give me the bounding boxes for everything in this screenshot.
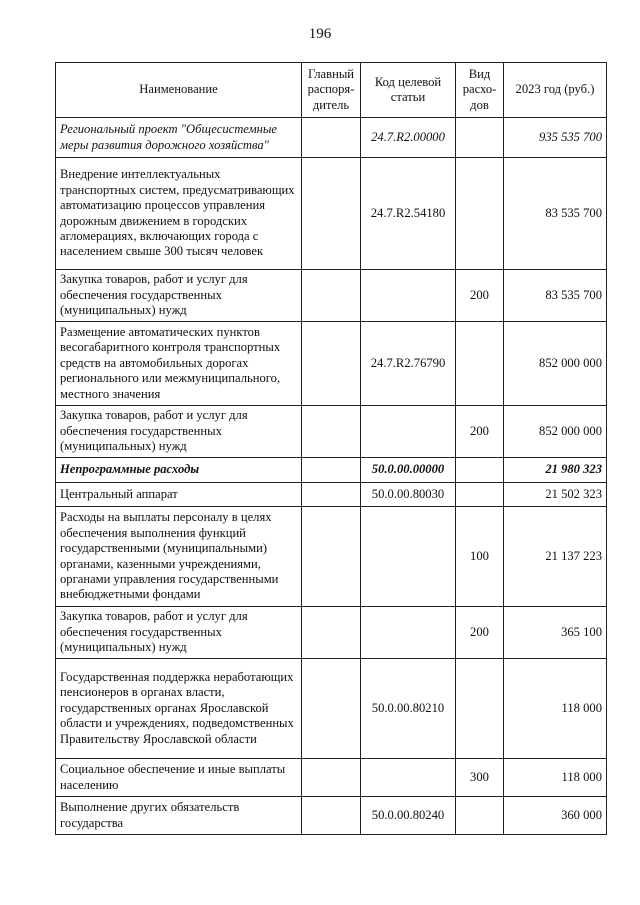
table-row <box>56 458 607 483</box>
table-row <box>56 406 607 458</box>
row-amount: 935 535 700 <box>504 118 607 158</box>
row-name: Региональный проект "Общесистемные меры развития дорожного хозяйства" <box>56 118 302 158</box>
row-amount: 83 535 700 <box>504 158 607 270</box>
row-code <box>361 406 456 458</box>
row-type: 200 <box>456 607 504 659</box>
row-code: 50.0.00.80240 <box>361 797 456 835</box>
table-row <box>56 158 607 270</box>
row-type <box>456 118 504 158</box>
row-amount: 852 000 000 <box>504 322 607 406</box>
row-type <box>456 797 504 835</box>
row-code <box>361 607 456 659</box>
row-name: Внедрение интеллектуальных транспортных систем, предусматривающих автоматизацию процессов управления дорожным движением в городских агломерациях, включающих города с населением свыше 300 тысяч человек <box>56 158 302 270</box>
header-name: Наименование <box>56 63 302 118</box>
row-amount: 21 980 323 <box>504 458 607 483</box>
table-row <box>56 118 607 158</box>
row-code <box>361 270 456 322</box>
row-type: 200 <box>456 270 504 322</box>
row-code: 50.0.00.80030 <box>361 483 456 507</box>
row-name: Выполнение других обязательств государства <box>56 797 302 835</box>
row-main-manager <box>302 483 361 507</box>
row-name: Закупка товаров, работ и услуг для обеспечения государственных (муниципальных) нужд <box>56 270 302 322</box>
table-row <box>56 322 607 406</box>
row-amount: 83 535 700 <box>504 270 607 322</box>
header-expense-type: Вид расхо-дов <box>456 63 504 118</box>
row-main-manager <box>302 458 361 483</box>
table-row <box>56 270 607 322</box>
row-name: Расходы на выплаты персоналу в целях обеспечения выполнения функций государственными (муниципальными) органами, казенными учреждениями, органами управления государственными внебюджетными фондами <box>56 507 302 607</box>
row-name: Закупка товаров, работ и услуг для обеспечения государственных (муниципальных) нужд <box>56 406 302 458</box>
row-main-manager <box>302 270 361 322</box>
row-amount: 118 000 <box>504 759 607 797</box>
row-code: 24.7.R2.54180 <box>361 158 456 270</box>
row-type <box>456 158 504 270</box>
header-main-manager: Главный распоря-дитель <box>302 63 361 118</box>
row-code: 24.7.R2.00000 <box>361 118 456 158</box>
row-main-manager <box>302 322 361 406</box>
row-amount: 118 000 <box>504 659 607 759</box>
row-code <box>361 759 456 797</box>
row-type <box>456 322 504 406</box>
row-main-manager <box>302 406 361 458</box>
table-row <box>56 659 607 759</box>
row-type: 300 <box>456 759 504 797</box>
row-code <box>361 507 456 607</box>
table-row <box>56 483 607 507</box>
row-name: Центральный аппарат <box>56 483 302 507</box>
row-type <box>456 458 504 483</box>
table-row <box>56 759 607 797</box>
row-code: 24.7.R2.76790 <box>361 322 456 406</box>
row-name: Непрограммные расходы <box>56 458 302 483</box>
row-code: 50.0.00.80210 <box>361 659 456 759</box>
table-row <box>56 507 607 607</box>
row-amount: 21 502 323 <box>504 483 607 507</box>
row-main-manager <box>302 797 361 835</box>
header-target-code: Код целевой статьи <box>361 63 456 118</box>
header-amount: 2023 год (руб.) <box>504 63 607 118</box>
row-type <box>456 483 504 507</box>
row-amount: 365 100 <box>504 607 607 659</box>
row-type: 200 <box>456 406 504 458</box>
row-amount: 852 000 000 <box>504 406 607 458</box>
row-name: Размещение автоматических пунктов весогабаритного контроля транспортных средств на автомобильных дорогах регионального или межмуниципального, местного значения <box>56 322 302 406</box>
budget-table <box>55 62 607 835</box>
row-main-manager <box>302 507 361 607</box>
row-amount: 360 000 <box>504 797 607 835</box>
row-main-manager <box>302 607 361 659</box>
table-row <box>56 607 607 659</box>
row-main-manager <box>302 659 361 759</box>
row-name: Социальное обеспечение и иные выплаты населению <box>56 759 302 797</box>
table-header-row <box>56 63 607 118</box>
row-name: Государственная поддержка неработающих пенсионеров в органах власти, государственных органах Ярославской области и учреждениях, подведомственных Правительству Ярославской области <box>56 659 302 759</box>
row-type: 100 <box>456 507 504 607</box>
table-row <box>56 797 607 835</box>
row-type <box>456 659 504 759</box>
row-main-manager <box>302 118 361 158</box>
page-number: 196 <box>308 26 332 42</box>
row-code: 50.0.00.00000 <box>361 458 456 483</box>
row-amount: 21 137 223 <box>504 507 607 607</box>
row-name: Закупка товаров, работ и услуг для обеспечения государственных (муниципальных) нужд <box>56 607 302 659</box>
row-main-manager <box>302 759 361 797</box>
row-main-manager <box>302 158 361 270</box>
